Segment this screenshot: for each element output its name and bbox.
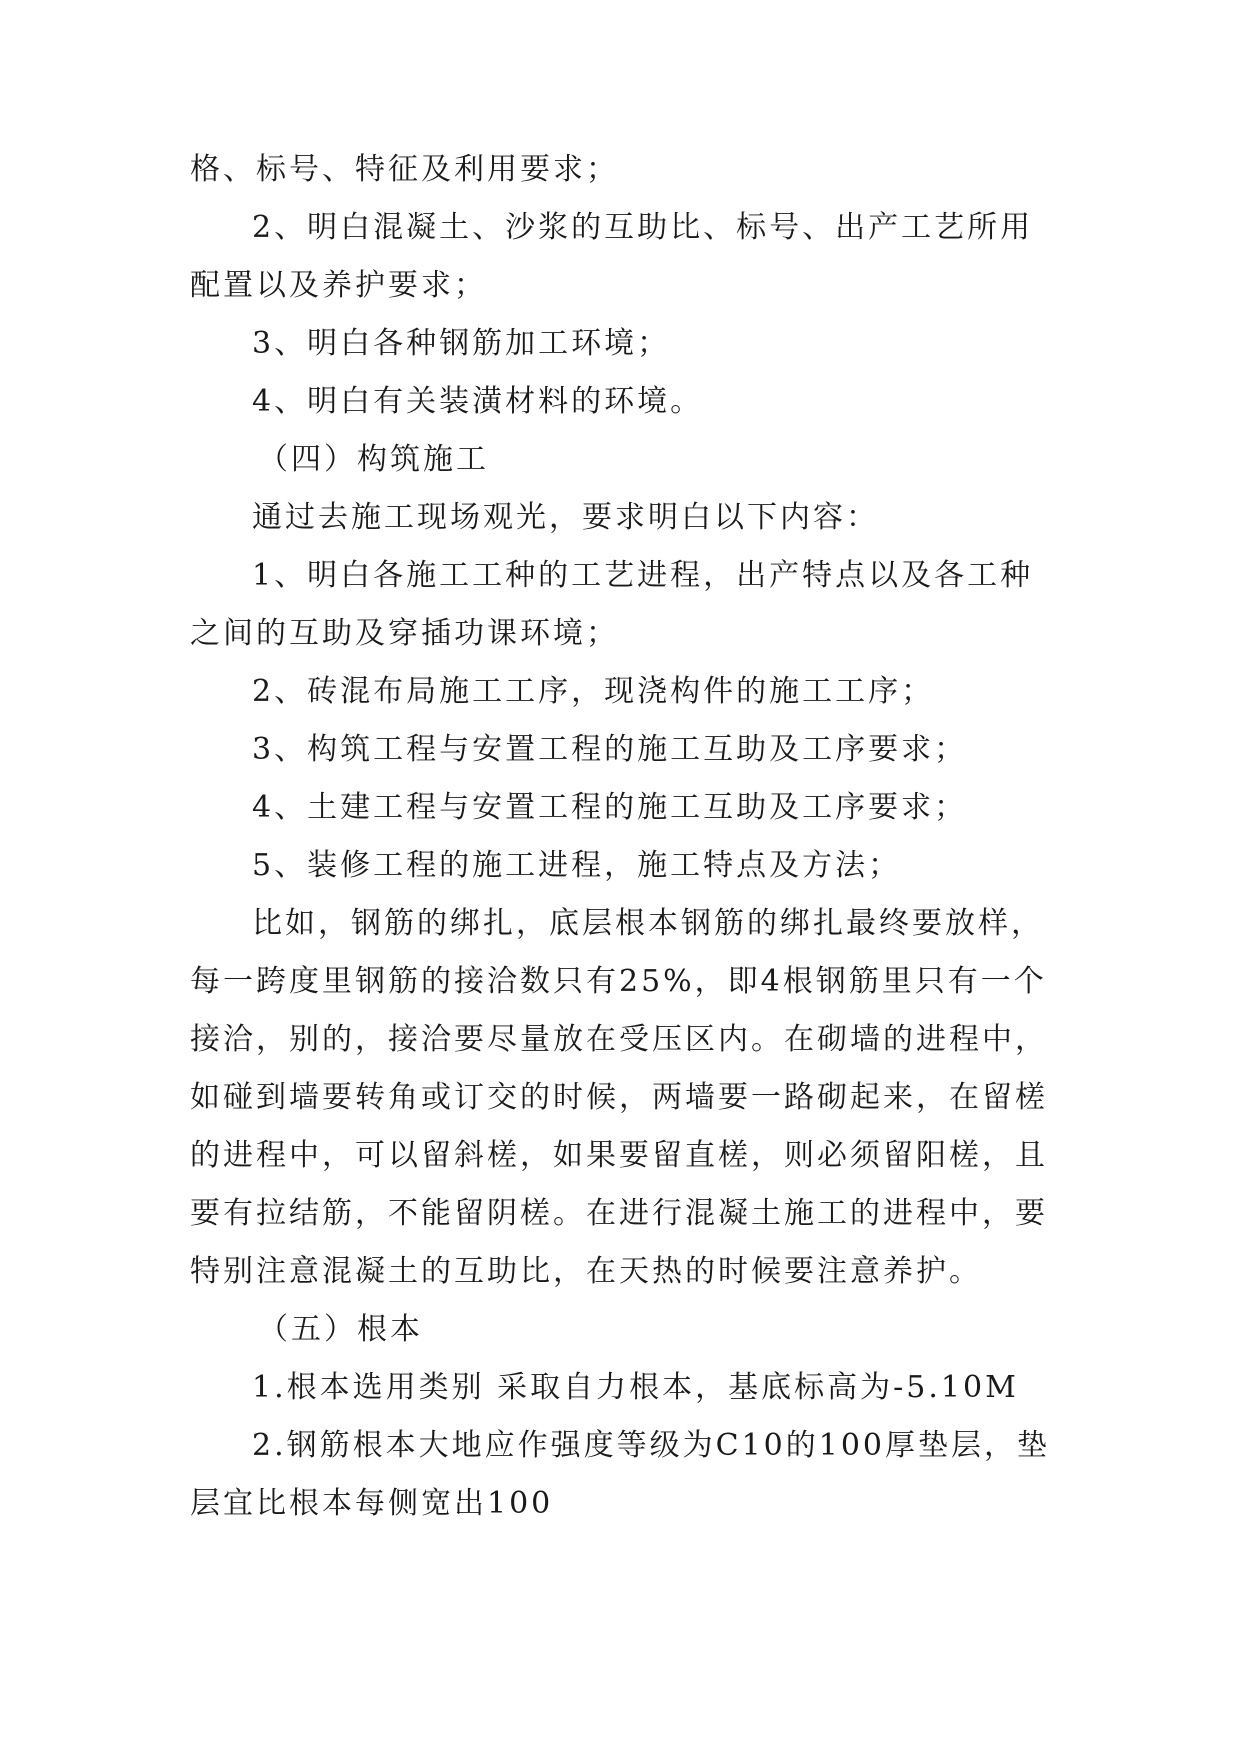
text-line: 的进程中，可以留斜槎，如果要留直槎，则必须留阳槎，且: [190, 1138, 1048, 1173]
text-line: 2.钢筋根本大地应作强度等级为C10的100厚垫层，垫: [252, 1428, 1051, 1463]
text-line: 配置以及养护要求；: [190, 268, 487, 303]
text-line: 格、标号、特征及利用要求；: [190, 152, 619, 187]
text-line: 1、明白各施工工种的工艺进程，出产特点以及各工种: [252, 558, 1034, 593]
text-line: 4、明白有关装潢材料的环境。: [252, 384, 704, 419]
section-heading: （五）根本: [258, 1312, 423, 1347]
text-line: 特别注意混凝土的互助比，在天热的时候要注意养护。: [190, 1254, 982, 1289]
text-line: 如碰到墙要转角或订交的时候，两墙要一路砌起来，在留槎: [190, 1080, 1048, 1115]
text-line: 要有拉结筋，不能留阴槎。在进行混凝土施工的进程中，要: [190, 1196, 1048, 1231]
text-line: 之间的互助及穿插功课环境；: [190, 616, 619, 651]
text-line: 每一跨度里钢筋的接洽数只有25%，即4根钢筋里只有一个: [190, 964, 1047, 999]
text-line: 1.根本选用类别 采取自力根本，基底标高为-5.10M: [252, 1370, 1019, 1405]
text-line: 通过去施工现场观光，要求明白以下内容：: [252, 500, 879, 535]
text-line: 4、土建工程与安置工程的施工互助及工序要求；: [252, 790, 968, 825]
text-line: 3、明白各种钢筋加工环境；: [252, 326, 671, 361]
section-heading: （四）构筑施工: [258, 442, 489, 477]
text-line: 比如，钢筋的绑扎，底层根本钢筋的绑扎最终要放样，: [252, 906, 1044, 941]
text-line: 5、装修工程的施工进程，施工特点及方法；: [252, 848, 902, 883]
text-line: 2、明白混凝土、沙浆的互助比、标号、出产工艺所用: [252, 210, 1034, 245]
text-line: 层宜比根本每侧宽出100: [190, 1486, 554, 1521]
text-line: 3、构筑工程与安置工程的施工互助及工序要求；: [252, 732, 968, 767]
text-line: 2、砖混布局施工工序，现浇构件的施工工序；: [252, 674, 935, 709]
text-line: 接洽，别的，接洽要尽量放在受压区内。在砌墙的进程中，: [190, 1022, 1048, 1057]
